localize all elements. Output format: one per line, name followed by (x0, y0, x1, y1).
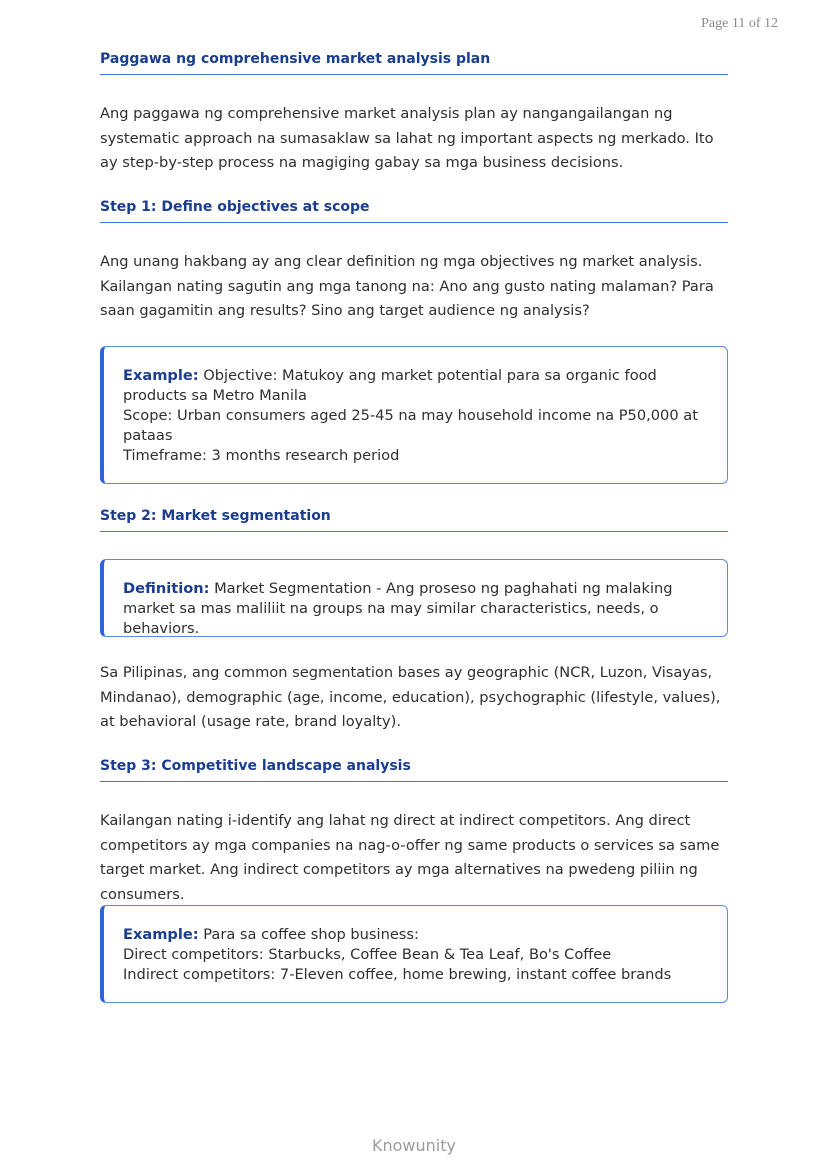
intro-paragraph: Ang paggawa ng comprehensive market analysis plan ay nangangailangan ng systematic approach na sumasaklaw sa lahat ng important aspects ng merkado. Ito ay step-by-step process na magiging gabay sa mga business decisions. (100, 105, 714, 171)
step3-paragraph: Kailangan nating i-identify ang lahat ng direct at indirect competitors. Ang direct competitors ay mga companies na nag-o-offer ng same products o services sa same target market. Ang indirect competitors ay mga alternatives na pwedeng piliin ng consumers. (100, 812, 720, 903)
step2-definition-box (100, 559, 728, 637)
step1-paragraph: Ang unang hakbang ay ang clear definition ng mga objectives ng market analysis. Kailangan nating sagutin ang mga tanong na: Ano ang gusto nating malaman? Para saan gagamitin ang results? Sino ang target audience ng analysis? (100, 253, 714, 319)
step3-example-box (100, 905, 728, 1003)
example-label: Example: (123, 926, 199, 943)
definition-text: Market Segmentation - Ang proseso ng paghahati ng malaking market sa mas maliliit na groups na may similar characteristics, needs, o behaviors. (123, 580, 673, 637)
step1-example-objective-line (123, 366, 709, 406)
example-indirect-competitors: Indirect competitors: 7-Eleven coffee, home brewing, instant coffee brands (123, 966, 672, 983)
definition-label: Definition: (123, 580, 210, 597)
footer-brand: Knowunity (372, 1136, 456, 1155)
page-number: Page 11 of 12 (701, 16, 778, 31)
step3-example-intro-line (123, 925, 709, 945)
section-title: Paggawa ng comprehensive market analysis plan (100, 51, 728, 75)
step1-example-box (100, 346, 728, 484)
example-scope: Scope: Urban consumers aged 25-45 na may household income na P50,000 at pataas (123, 407, 698, 444)
step2-paragraph: Sa Pilipinas, ang common segmentation bases ay geographic (NCR, Luzon, Visayas, Mindanao), demographic (age, income, education), psychographic (lifestyle, values), at behavioral (usage rate, brand loyalty). (100, 664, 721, 730)
example-objective: Objective: Matukoy ang market potential para sa organic food products sa Metro Manila (123, 367, 657, 404)
step3-heading: Step 3: Competitive landscape analysis (100, 758, 728, 782)
example-label: Example: (123, 367, 199, 384)
step1-heading: Step 1: Define objectives at scope (100, 199, 728, 223)
example-intro: Para sa coffee shop business: (203, 926, 419, 943)
step2-heading: Step 2: Market segmentation (100, 508, 728, 532)
example-direct-competitors: Direct competitors: Starbucks, Coffee Bean & Tea Leaf, Bo's Coffee (123, 946, 612, 963)
example-timeframe: Timeframe: 3 months research period (123, 447, 400, 464)
